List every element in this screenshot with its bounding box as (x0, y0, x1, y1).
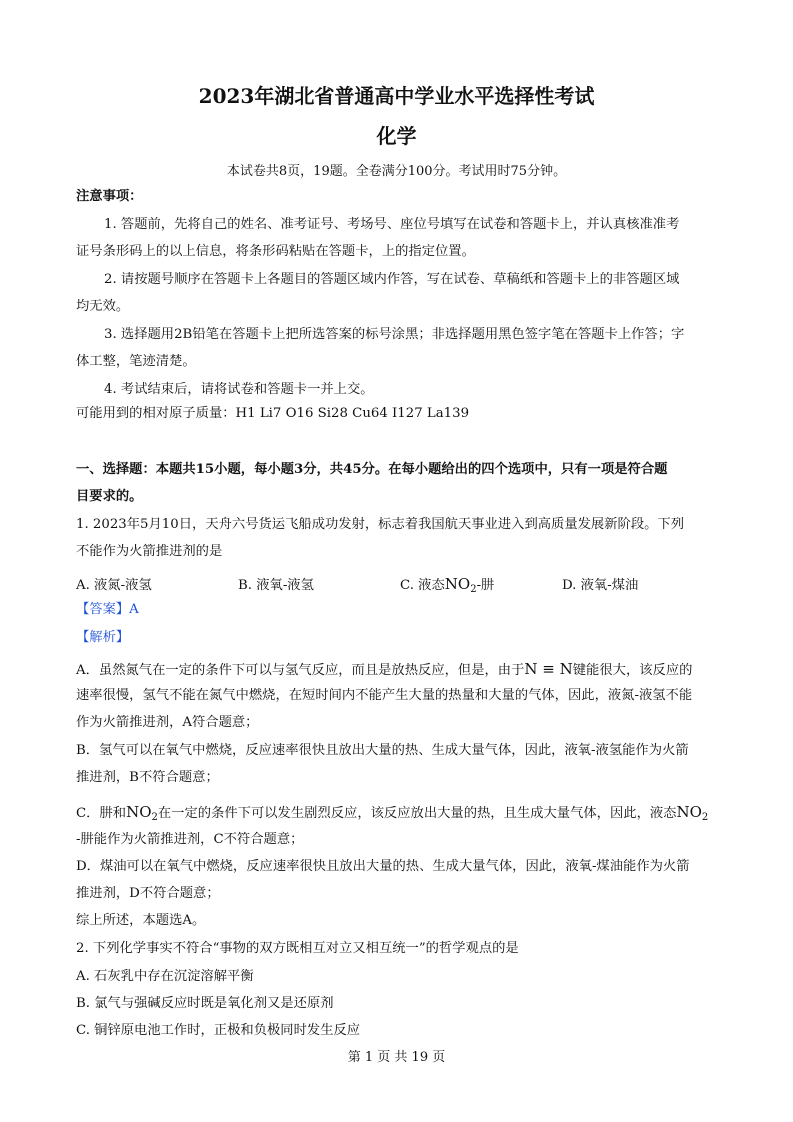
notice-item-2-line-2: 均无效。 (76, 299, 130, 314)
analysis-c-middle: 在一定的条件下可以发生剧烈反应，该反应放出大量的热，且生成大量气体，因此，液态 (157, 806, 677, 821)
formula-subscript: 2 (151, 812, 158, 823)
exam-meta: 本试卷共8页，19题。全卷满分100分。考试用时75分钟。 (226, 164, 567, 179)
q1-option-c-prefix: C. 液态 (400, 578, 445, 593)
analysis-c-formula-1 (126, 803, 158, 821)
notice-item-4: 4. 考试结束后，请将试卷和答题卡一并上交。 (104, 382, 374, 397)
q1-analysis-b-line-1: B．氢气可以在氧气中燃烧，反应速率很快且放出大量的热、生成大量气体，因此，液氧-液氢能作为火箭 (76, 743, 689, 758)
notice-item-1-line-2: 证号条形码上的以上信息，将条形码粘贴在答题卡，上的指定位置。 (76, 244, 475, 259)
q1-answer: 【答案】A (76, 602, 139, 617)
page-footer: 第 1 页 共 19 页 (347, 1050, 446, 1065)
analysis-a-prefix: A．虽然氮气在一定的条件下可以与氢气反应，而且是放热反应，但是，由于 (76, 663, 525, 678)
q1-analysis-b-line-2: 推进剂，B不符合题意； (76, 770, 219, 785)
q1-summary: 综上所述，本题选A。 (76, 913, 206, 928)
analysis-c-formula-2 (676, 803, 708, 821)
analysis-a-suffix: 键能很大，该反应的 (572, 663, 693, 678)
formula-no: NO (126, 803, 152, 821)
q1-option-c-formula (445, 575, 477, 593)
analysis-c-prefix: C．肼和 (76, 806, 127, 821)
q2-option-b: B. 氯气与强碱反应时既是氧化剂又是还原剂 (76, 996, 334, 1011)
q1-stem-line-1: 1. 2023年5月10日，天舟六号货运飞船成功发射，标志着我国航天事业进入到高质量发展新阶段。下列 (76, 517, 685, 532)
formula-no: NO (676, 803, 702, 821)
q1-analysis-a-line-3: 作为火箭推进剂，A符合题意； (76, 715, 259, 730)
formula-subscript: 2 (470, 584, 477, 595)
triple-bond-formula: N ≡ N (524, 660, 573, 678)
notice-item-2-line-1: 2. 请按题号顺序在答题卡上各题目的答题区域内作答，写在试卷、草稿纸和答题卡上的非答题区域 (104, 272, 680, 287)
notice-item-3-line-1: 3. 选择题用2B铅笔在答题卡上把所选答案的标号涂黑；非选择题用黑色签字笔在答题卡上作答；字 (104, 327, 685, 342)
q1-analysis-c-line-1 (76, 805, 708, 823)
q1-analysis-a-line-2: 速率很慢，氢气不能在氮气中燃烧，在短时间内不能产生大量的热量和大量的气体，因此，液氮-液氢不能 (76, 688, 693, 703)
q2-stem: 2. 下列化学事实不符合“事物的双方既相互对立又相互统一”的哲学观点的是 (76, 941, 519, 956)
notice-item-1-line-1: 1. 答题前，先将自己的姓名、准考证号、考场号、座位号填写在试卷和答题卡上，并认真核准准考 (104, 217, 680, 232)
notice-item-3-line-2: 体工整，笔迹清楚。 (76, 354, 196, 369)
q1-analysis-a-line-1 (76, 662, 692, 677)
q1-analysis-heading: 【解析】 (76, 630, 130, 645)
q1-analysis-d-line-2: 推进剂，D不符合题意； (76, 886, 220, 901)
q2-option-a: A. 石灰乳中存在沉淀溶解平衡 (76, 969, 254, 984)
q1-option-c-suffix: -肼 (476, 578, 495, 593)
section-1-heading-line-1: 一、选择题：本题共15小题，每小题3分，共45分。在每小题给出的四个选项中，只有一项是符合题 (76, 462, 668, 477)
q1-option-a: A. 液氮-液氢 (76, 578, 152, 593)
q1-analysis-d-line-1: D．煤油可以在氧气中燃烧，反应速率很快且放出大量的热、生成大量气体，因此，液氧-煤油能作为火箭 (76, 859, 690, 874)
q1-analysis-c-line-2: -肼能作为火箭推进剂，C不符合题意； (76, 832, 304, 847)
q1-option-b: B. 液氧-液氢 (238, 578, 314, 593)
exam-title: 2023年湖北省普通高中学业水平选择性考试 (198, 84, 595, 108)
exam-subject: 化学 (376, 124, 417, 148)
q1-option-d: D. 液氧-煤油 (562, 578, 639, 593)
q1-option-c (400, 574, 494, 595)
q1-stem-line-2: 不能作为火箭推进剂的是 (76, 544, 223, 559)
notice-heading: 注意事项： (76, 189, 143, 204)
formula-no: NO (444, 575, 471, 593)
atomic-mass-line: 可能用到的相对原子质量：H1 Li7 O16 Si28 Cu64 I127 La139 (76, 406, 470, 421)
formula-subscript: 2 (701, 812, 709, 823)
q2-option-c: C. 铜锌原电池工作时，正极和负极同时发生反应 (76, 1023, 361, 1038)
section-1-heading-line-2: 目要求的。 (76, 489, 143, 504)
